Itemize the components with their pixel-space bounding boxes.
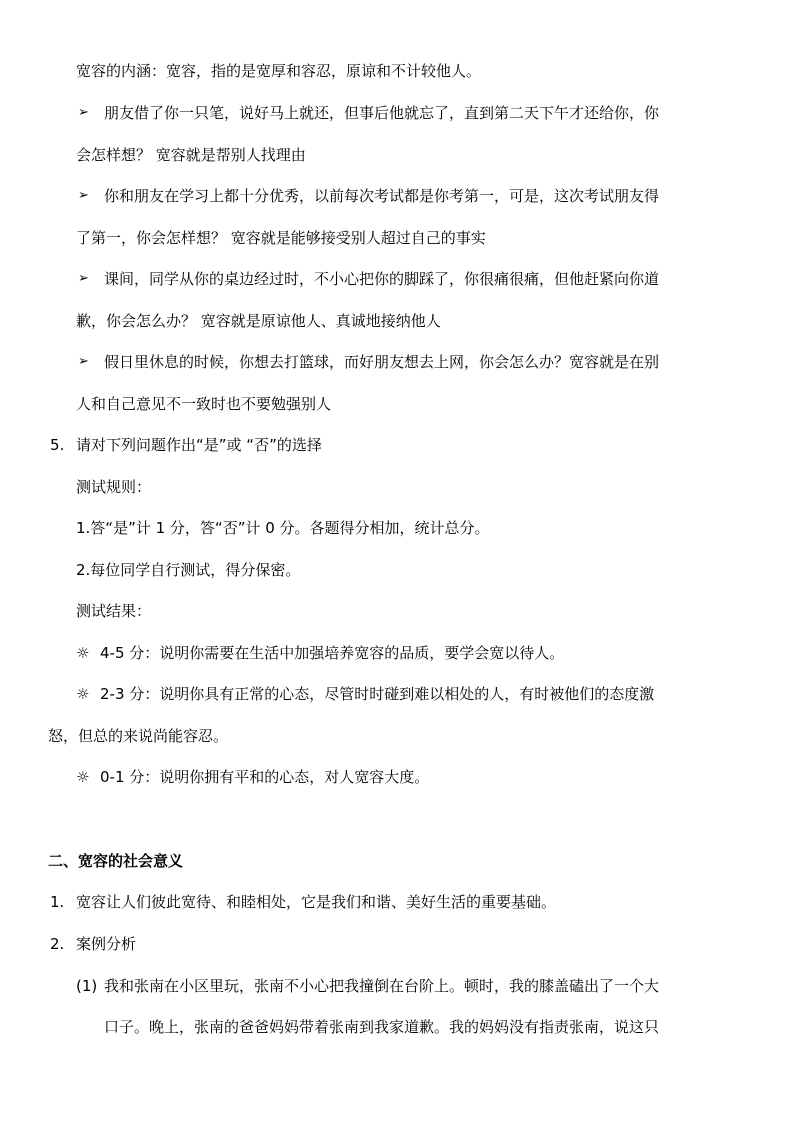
rules-title: 测试规则： [76,478,152,496]
sun-icon: ☼ [76,644,90,662]
bullet-3-line-1: 课间，同学从你的桌边经过时，不小心把你的脚踩了，你很痛很痛，但他赶紧向你道 [104,270,660,288]
result-3: 0-1 分：说明你拥有平和的心态，对人宽容大度。 [100,768,430,786]
bullet-4-line-1: 假日里休息的时候，你想去打篮球，而好朋友想去上网，你会怎么办？宽容就是在别 [104,353,660,371]
case-1-line-2: 口子。晚上，张南的爸爸妈妈带着张南到我家道歉。我的妈妈没有指责张南，说这只 [104,1018,660,1036]
bullet-1-line-1: 朋友借了你一只笔，说好马上就还，但事后他就忘了，直到第二天下午才还给你，你 [104,104,660,122]
sun-icon: ☼ [76,685,90,703]
bullet-2-line-2: 了第一，你会怎样想？ 宽容就是能够接受别人超过自己的事实 [76,229,486,247]
intro-line: 宽容的内涵：宽容，指的是宽厚和容忍，原谅和不计较他人。 [76,62,482,80]
result-2-continued: 怒，但总的来说尚能容忍。 [48,727,229,745]
result-2: 2-3 分：说明你具有正常的心态，尽管时时碰到难以相处的人，有时被他们的态度激 [100,685,655,703]
bullet-1-line-2: 会怎样想？ 宽容就是帮别人找理由 [76,146,306,164]
result-1: 4-5 分：说明你需要在生活中加强培养宽容的品质，要学会宽以待人。 [100,644,565,662]
bullet-arrow-icon: ➢ [78,105,89,120]
s2-item-1-text: 宽容让人们彼此宽待、和睦相处，它是我们和谐、美好生活的重要基础。 [76,893,557,911]
s2-item-2-text: 案例分析 [76,935,137,953]
section-2-title: 二、宽容的社会意义 [48,852,184,870]
results-title: 测试结果： [76,602,152,620]
bullet-3-line-2: 歉，你会怎么办？ 宽容就是原谅他人、真诚地接纳他人 [76,312,441,330]
bullet-2-line-1: 你和朋友在学习上都十分优秀，以前每次考试都是你考第一，可是，这次考试朋友得 [104,187,660,205]
case-1-line-1: 我和张南在小区里玩，张南不小心把我撞倒在台阶上。顿时，我的膝盖磕出了一个大 [104,977,660,995]
s2-item-1-number: 1. [50,893,65,911]
bullet-arrow-icon: ➢ [78,271,89,286]
bullet-arrow-icon: ➢ [78,354,89,369]
s2-item-2-number: 2. [50,935,65,953]
rule-2: 2.每位同学自行测试，得分保密。 [76,561,301,579]
rule-1: 1.答“是”计 1 分，答“否”计 0 分。各题得分相加，统计总分。 [76,519,490,537]
sun-icon: ☼ [76,768,90,786]
case-1-number: (1) [76,977,98,995]
question-text: 请对下列问题作出“是”或 “否”的选择 [76,436,322,454]
bullet-arrow-icon: ➢ [78,188,89,203]
bullet-4-line-2: 人和自己意见不一致时也不要勉强别人 [76,395,332,413]
question-number: 5. [50,436,65,454]
